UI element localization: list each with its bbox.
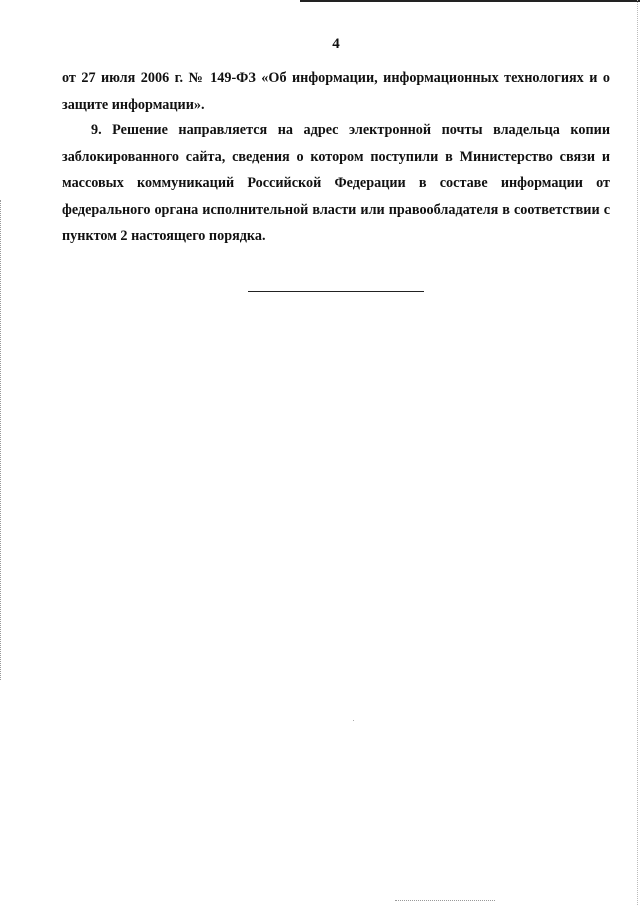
end-separator-line — [248, 291, 424, 292]
scan-speck — [353, 720, 354, 721]
scan-edge-top — [300, 0, 640, 2]
paragraph-continuation: от 27 июля 2006 г. № 149-ФЗ «Об информации, информационных технологиях и о защите информации». — [62, 70, 610, 113]
scan-edge-right — [637, 0, 639, 905]
scan-edge-bottom — [395, 900, 495, 901]
paragraph-item-9: 9. Решение направляется на адрес электронной почты владельца копии заблокированного сайта, сведения о котором поступили в Министерство связи и массовых коммуникаций Российской Федерации в составе информации от федерального органа исполнительной власти или правообладателя в соответствии с пунктом 2 настоящего порядка. — [62, 122, 610, 244]
scan-edge-left — [0, 200, 2, 680]
page-number: 4 — [332, 36, 340, 52]
